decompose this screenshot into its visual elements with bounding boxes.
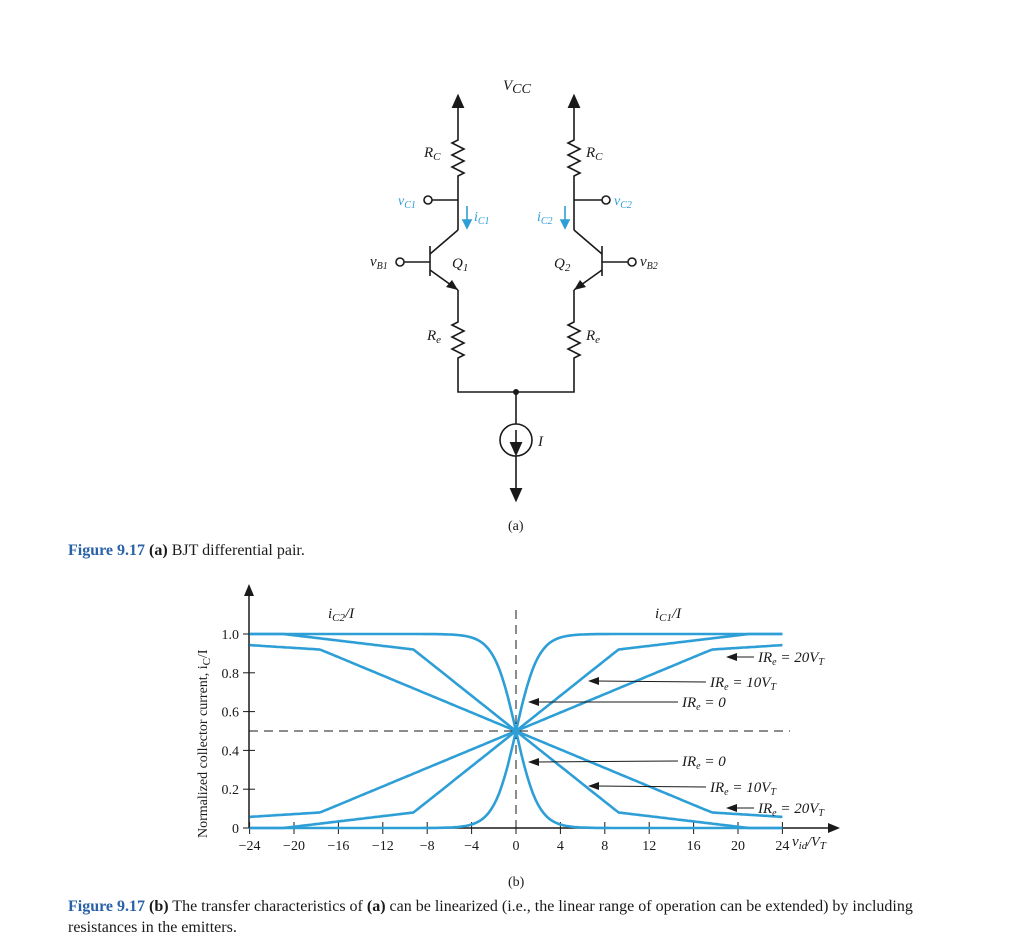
lower-ann-3-label: $IR_e = 20V_T$ (758, 801, 824, 819)
sub-caption-b: (b) (508, 875, 525, 890)
y-axis-label: Normalized collector current, $i_C/I$ (196, 649, 213, 838)
caption-b-text-1: The transfer characteristics of (168, 898, 367, 915)
resistor-re1 (452, 318, 516, 392)
upper-ann-2-label: $IR_e = 10V_T$ (710, 675, 776, 693)
ic2-curve-label: $i_{C2}/I$ (328, 606, 355, 624)
lower-ann-1-label: $IR_e = 0$ (682, 754, 726, 772)
resistor-re2 (516, 318, 580, 392)
q1-label: $Q_1$ (452, 256, 469, 274)
ic1-label: $i_{C1}$ (474, 210, 490, 227)
ic2-label: $i_{C2}$ (537, 210, 553, 227)
upper-ann-3-arrowhead (528, 698, 539, 706)
lower-ann-2-leader (596, 786, 706, 787)
ic1-curve-label: $i_{C1}/I$ (655, 606, 682, 624)
caption-a-part: (a) (149, 542, 168, 559)
x-tick-label: −16 (327, 839, 350, 854)
upper-ann-1-label: $IR_e = 20V_T$ (758, 650, 824, 668)
q1-collector (430, 230, 458, 254)
q2-label: $Q_2$ (554, 256, 571, 274)
rc1-label: $R_C$ (424, 145, 441, 163)
upper-ann-3-label: $IR_e = 0$ (682, 695, 726, 713)
re2-label: $R_e$ (586, 328, 601, 346)
caption-a (68, 540, 305, 561)
upper-ann-1-arrowhead (726, 653, 737, 661)
resistor-rc2 (568, 136, 580, 230)
x-tick-label: 16 (686, 839, 701, 854)
ic2-arrow (561, 220, 569, 228)
x-tick-label: 24 (775, 839, 790, 854)
caption-b-figure: Figure 9.17 (68, 898, 146, 915)
vc1-label: $v_{C1}$ (398, 194, 416, 211)
x-tick-label: 4 (556, 839, 564, 854)
caption-b-part: (b) (149, 898, 169, 915)
vb2-label: $v_{B2}$ (640, 254, 658, 272)
x-tick-label: −24 (238, 839, 261, 854)
caption-a-text: BJT differential pair. (167, 542, 305, 559)
lower-ann-2-label: $IR_e = 10V_T$ (710, 780, 776, 798)
y-tick-label: 1.0 (221, 628, 239, 643)
upper-ann-2-leader (596, 681, 706, 682)
x-axis-arrow (828, 823, 840, 833)
y-axis-arrow (244, 584, 254, 596)
lower-ann-1-arrowhead (528, 758, 539, 766)
x-tick-label: 0 (512, 839, 520, 854)
caption-b-ref: (a) (366, 898, 386, 915)
upper-ann-2-arrowhead (588, 677, 599, 685)
tail-node (513, 389, 519, 395)
resistor-rc1 (452, 136, 464, 230)
vb1-terminal (396, 258, 404, 266)
sub-caption-a: (a) (508, 519, 524, 534)
vcc-label: VCC (503, 78, 531, 97)
caption-b-text-2: can be linearized (i.e., the linear range of operation can be extended) by including resistances in the emitters. (68, 898, 913, 936)
x-tick-label: −4 (464, 839, 480, 854)
vc2-label: $v_{C2}$ (614, 194, 632, 211)
y-tick-label: 0.4 (221, 744, 239, 760)
y-tick-label: 0.2 (221, 783, 239, 799)
vb1-label: $v_{B1}$ (370, 254, 388, 272)
transfer-characteristics-chart (0, 570, 1024, 900)
lower-ann-1-leader (536, 761, 678, 762)
vc1-terminal (424, 196, 432, 204)
y-tick-label: 0 (232, 822, 239, 837)
re1-label: $R_e$ (427, 328, 442, 346)
caption-b (68, 896, 968, 938)
x-tick-label: −12 (371, 839, 394, 854)
x-tick-label: 12 (642, 839, 657, 854)
y-tick-label: 0.8 (221, 666, 239, 682)
vb2-terminal (628, 258, 636, 266)
ic1-arrow (463, 220, 471, 228)
y-tick-label: 0.6 (221, 705, 239, 721)
q2-collector (574, 230, 602, 254)
x-tick-label: 8 (601, 839, 609, 854)
q2-emitter-arrow (574, 280, 586, 290)
x-tick-label: −8 (419, 839, 435, 854)
q1-emitter-arrow (446, 280, 458, 290)
current-label: I (538, 434, 543, 450)
caption-a-figure: Figure 9.17 (68, 542, 146, 559)
x-tick-label: 20 (731, 839, 745, 854)
lower-ann-3-arrowhead (726, 804, 737, 812)
rc2-label: $R_C$ (586, 145, 603, 163)
x-tick-label: −20 (283, 839, 305, 854)
x-axis-label: $v_{id}/V_T$ (792, 834, 826, 852)
vc2-terminal (602, 196, 610, 204)
